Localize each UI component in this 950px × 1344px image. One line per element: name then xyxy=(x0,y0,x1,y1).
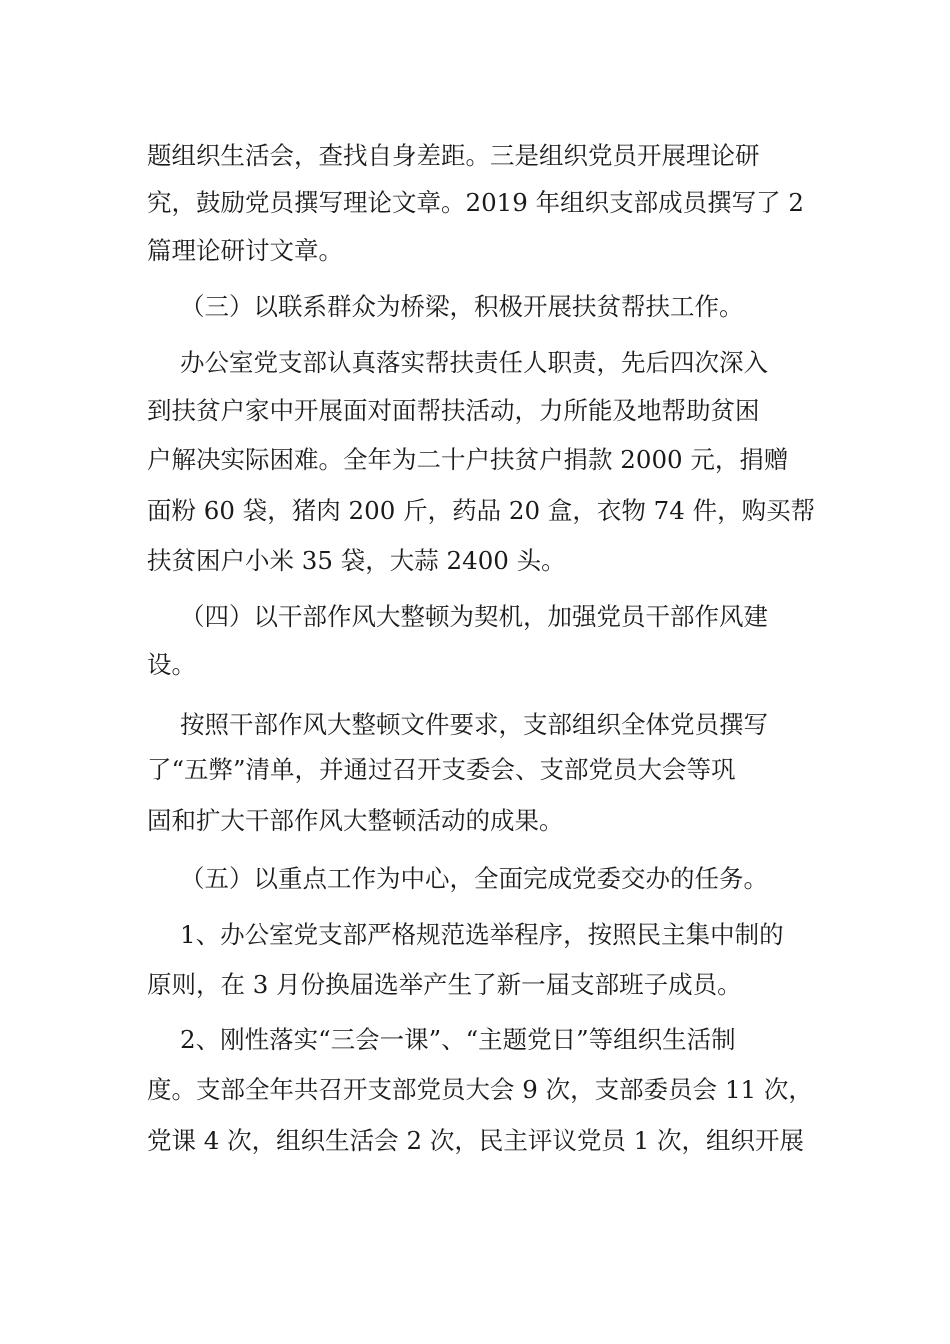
text-line: 篇理论研讨文章。 xyxy=(147,236,343,265)
text-line: 究，鼓励党员撰写理论文章。2019 年组织支部成员撰写了 2 xyxy=(147,188,805,217)
text-line: 题组织生活会，查找自身差距。三是组织党员开展理论研 xyxy=(147,141,760,170)
text-line: 面粉 60 袋，猪肉 200 斤，药品 20 盒，衣物 74 件，购买帮 xyxy=(147,496,816,525)
text-line: 按照干部作风大整顿文件要求，支部组织全体党员撰写 xyxy=(180,710,768,739)
section-heading: （三）以联系群众为桥梁，积极开展扶贫帮扶工作。 xyxy=(180,292,744,321)
text-line: 户解决实际困难。全年为二十户扶贫户捐款 2000 元，捐赠 xyxy=(147,445,789,474)
text-line: 到扶贫户家中开展面对面帮扶活动，力所能及地帮助贫困 xyxy=(147,396,760,425)
text-line: 党课 4 次，组织生活会 2 次，民主评议党员 1 次，组织开展 xyxy=(147,1126,804,1155)
text-line: 原则，在 3 月份换届选举产生了新一届支部班子成员。 xyxy=(147,970,742,999)
text-line: 2、刚性落实“三会一课”、“主题党日”等组织生活制 xyxy=(180,1025,736,1054)
text-line: 办公室党支部认真落实帮扶责任人职责，先后四次深入 xyxy=(180,348,768,377)
text-line: 固和扩大干部作风大整顿活动的成果。 xyxy=(147,806,564,835)
text-line: 了“五弊”清单，并通过召开支委会、支部党员大会等巩 xyxy=(147,755,736,784)
text-line: 扶贫困户小米 35 袋，大蒜 2400 头。 xyxy=(147,546,566,575)
section-heading-cont: 设。 xyxy=(147,650,196,679)
text-line: 度。支部全年共召开支部党员大会 9 次，支部委员会 11 次， xyxy=(147,1075,813,1104)
text-line: 1、办公室党支部严格规范选举程序，按照民主集中制的 xyxy=(180,920,784,949)
section-heading: （五）以重点工作为中心，全面完成党委交办的任务。 xyxy=(180,864,768,893)
section-heading: （四）以干部作风大整顿为契机，加强党员干部作风建 xyxy=(180,602,768,631)
